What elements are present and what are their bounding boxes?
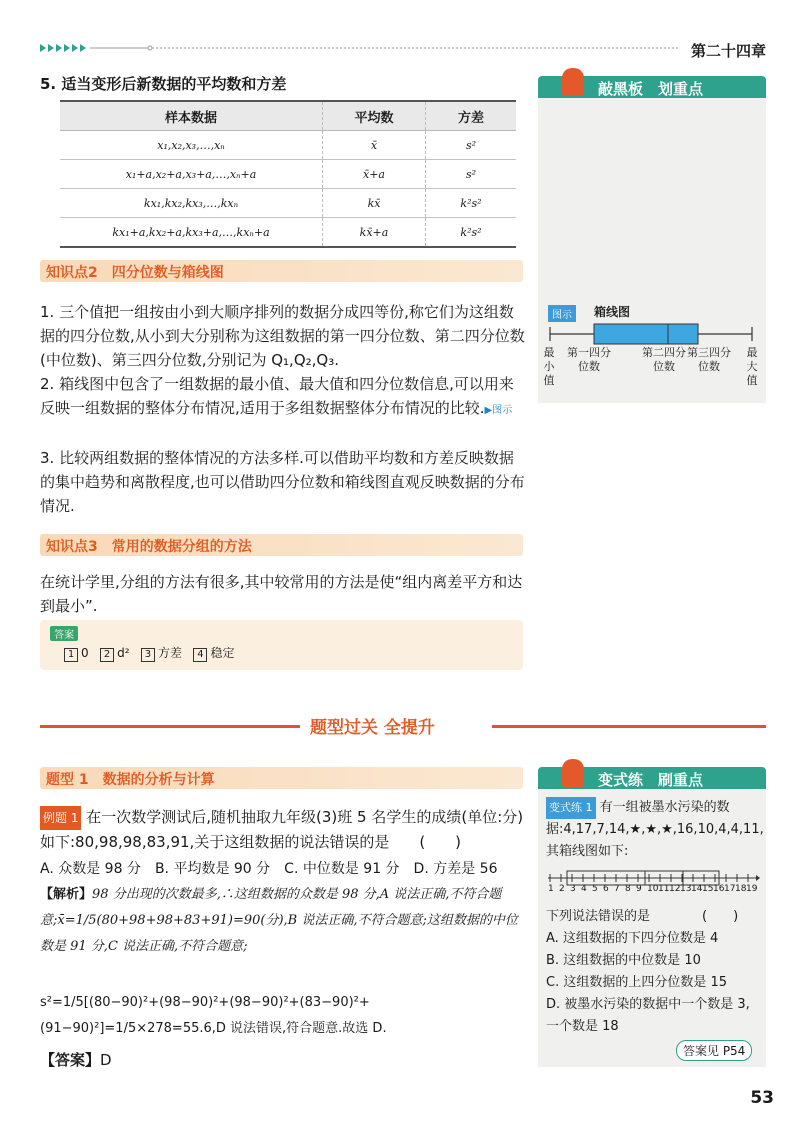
cell: k²s² [426, 218, 517, 248]
practice-stem: 变式练 1 有一组被墨水污染的数据:4,17,7,14,★,★,★,16,10,4,4,11,其箱线图如下: [546, 797, 760, 863]
example-analysis: 【解析】98 分出现的次数最多,∴这组数据的众数是 98 分,A 说法正确,不符合题意;x̄=1/5(80+98+98+83+91)=90(分),B 说法正确,不符合题意;这组数据的中位数是 91 分,C 说法正确,不符合题意; [40, 887, 518, 954]
option-c: C. 这组数据的上四分位数是 15 [546, 975, 728, 990]
banner-line-right [492, 725, 766, 728]
example-variance: s²=1/5[(80−90)²+(98−90)²+(98−90)²+(83−90)²+(91−90)²]=1/5×278=55.6,D 说法错误,符合题意.故选 D. [40, 995, 387, 1036]
table-row [60, 218, 516, 248]
label-min: 最小值 [543, 346, 555, 387]
k2-point-1: 1. 三个值把一组按由小到大顺序排列的数据分成四等份,称它们为这组数据的四分位数,从小到大分别称为这组数据的第一四分位数、第二四分位数(中位数)、第三四分位数,分别记为 Q₁,Q₂,Q₃. [40, 303, 525, 369]
axis-tick-label: 19 [746, 884, 758, 894]
k2-point-3: 3. 比较两组数据的整体情况的方法多样.可以借助平均数和方差反映数据的集中趋势和离散程度,也可以借助四分位数和箱线图直观反映数据的分布情况. [40, 449, 525, 515]
k2-point-2: 2. 箱线图中包含了一组数据的最小值、最大值和四分位数信息,可以用来反映一组数据的整体分布情况,适用于多组数据整体分布情况的比较.▶图示 [40, 375, 514, 417]
axis-tick-label: 9 [636, 884, 642, 894]
axis-tick-label: 7 [614, 884, 620, 894]
option-a: A. 这组数据的下四分位数是 4 [546, 931, 719, 946]
answer-tag: 答案 [50, 626, 78, 641]
answer-row: 1 0 2 d² 3 方差 4 稳定 [64, 644, 234, 662]
cell: x̄+a [323, 160, 426, 189]
page-number: 53 [750, 1088, 774, 1108]
axis-tick-label: 13 [680, 884, 692, 894]
table-row [60, 131, 516, 160]
axis-tick-label: 1 [548, 884, 554, 894]
student-icon [562, 759, 584, 787]
axis-tick-label: 12 [669, 884, 681, 894]
axis-tick-label: 17 [724, 884, 736, 894]
axis-tick-label: 3 [570, 884, 576, 894]
cell: kx̄ [323, 189, 426, 218]
axis-tick-label: 6 [603, 884, 609, 894]
cell: kx₁,kx₂,kx₃,…,kxₙ [60, 189, 323, 218]
axis-tick-label: 16 [713, 884, 725, 894]
cell: kx̄+a [323, 218, 426, 248]
axis-tick-label: 4 [581, 884, 587, 894]
label-q2: 第二四分位数 [642, 346, 686, 373]
practice-tag: 变式练 1 [546, 797, 596, 819]
axis-tick-label: 10 [647, 884, 659, 894]
teacher-icon [562, 68, 584, 96]
section-banner: 题型过关 全提升 [310, 718, 435, 738]
table-header [60, 101, 516, 131]
label-q1: 第一四分位数 [567, 346, 611, 373]
cell: s² [426, 160, 517, 189]
axis-tick-label: 11 [658, 884, 670, 894]
column-header: 方差 [426, 101, 517, 131]
figure-title: 箱线图 [594, 305, 631, 319]
label-max: 最大值 [746, 346, 758, 387]
table-row [60, 160, 516, 189]
cell: k²s² [426, 189, 517, 218]
answer-box [40, 620, 523, 670]
cell: s² [426, 131, 517, 160]
axis-tick-label: 2 [559, 884, 565, 894]
axis-tick-label: 8 [625, 884, 631, 894]
practice-question: 下列说法错误的是 ( ) [546, 909, 739, 924]
option-b: B. 这组数据的中位数是 10 [546, 953, 701, 968]
figure-tag: 图示 [548, 305, 576, 322]
topic-banner-1: 题型 1 数据的分析与计算 [40, 767, 523, 789]
panel-header-practice: 变式练 刷重点 [538, 767, 766, 789]
header-decoration [40, 44, 680, 52]
label-q3: 第三四分位数 [687, 346, 731, 373]
answer-reference-link[interactable]: 答案见 P54 [676, 1040, 752, 1061]
cell: x₁,x₂,x₃,…,xₙ [60, 131, 323, 160]
chapter-title: 第二十四章 [690, 42, 766, 60]
panel-header-key-points: 敲黑板 划重点 [538, 76, 766, 98]
variance-table [60, 100, 516, 248]
example-options: A. 众数是 98 分 B. 平均数是 90 分 C. 中位数是 91 分 D. 方差是 56 [40, 861, 498, 877]
k3-paragraph: 在统计学里,分组的方法有很多,其中较常用的方法是使“组内离差平方和达到最小”. [40, 573, 523, 615]
axis-tick-label: 14 [691, 884, 703, 894]
example-stem: 例题 1 在一次数学测试后,随机抽取九年级(3)班 5 名学生的成绩(单位:分)如下:80,98,98,83,91,关于这组数据的说法错误的是 ( ) [40, 808, 524, 851]
column-header: 平均数 [323, 101, 426, 131]
cell: x₁+a,x₂+a,x₃+a,…,xₙ+a [60, 160, 323, 189]
column-header: 样本数据 [60, 101, 323, 131]
option-d: D. 被墨水污染的数据中一个数是 3,一个数是 18 [546, 997, 750, 1034]
cell: x̄ [323, 131, 426, 160]
example-answer: 【答案】D [40, 1051, 112, 1069]
banner-line-left [40, 725, 300, 728]
knowledge-banner-3: 知识点3 常用的数据分组的方法 [40, 534, 523, 556]
section-title: 5. 适当变形后新数据的平均数和方差 [40, 75, 287, 93]
axis-tick-label: 18 [735, 884, 747, 894]
cell: kx₁+a,kx₂+a,kx₃+a,…,kxₙ+a [60, 218, 323, 248]
table-row [60, 189, 516, 218]
example-tag: 例题 1 [40, 806, 81, 830]
knowledge-banner-2: 知识点2 四分位数与箱线图 [40, 260, 523, 282]
axis-tick-label: 15 [702, 884, 714, 894]
figure-link[interactable]: ▶图示 [484, 405, 513, 416]
axis-tick-label: 5 [592, 884, 598, 894]
